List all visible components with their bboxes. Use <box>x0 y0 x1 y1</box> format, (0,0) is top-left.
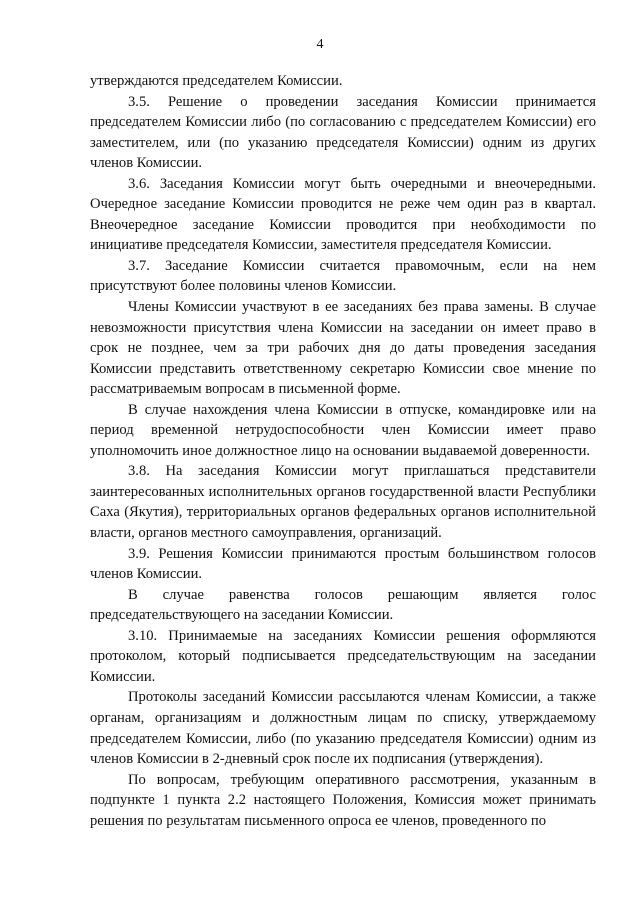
paragraph-protocol-distribution: Протоколы заседаний Комиссии рассылаются членам Комиссии, а также органам, организациям и должностным лицам по списку, утверждаемому председателем Комиссии, либо (по указанию председателя Комиссии) одним из членов Комиссии в 2-дневный срок после их подписания (утверждения). <box>90 689 596 768</box>
document-body <box>90 71 596 831</box>
paragraph-3-8: 3.8. На заседания Комиссии могут приглашаться представители заинтересованных исполнительных органов государственной власти Республики Саха (Якутия), территориальных органов федеральных органов исполнительной власти, органов местного самоуправления, организаций. <box>90 463 596 542</box>
paragraph-3-6: 3.6. Заседания Комиссии могут быть очередными и внеочередными. Очередное заседание Комиссии проводится не реже чем один раз в квартал. Внеочередное заседание Комиссии проводится при необходимости по инициативе председателя Комиссии, заместителя председателя Комиссии. <box>90 175 596 254</box>
paragraph-continuation: утверждаются председателем Комиссии. <box>90 73 343 89</box>
paragraph-written-poll: По вопросам, требующим оперативного рассмотрения, указанным в подпункте 1 пункта 2.2 настоящего Положения, Комиссия может принимать решения по результатам письменного опроса ее членов, проведенного по <box>90 771 596 829</box>
page-number: 4 <box>316 37 324 52</box>
paragraph-3-5: 3.5. Решение о проведении заседания Комиссии принимается председателем Комиссии либо (по согласованию с председателем Комиссии) его заместителем, или (по указанию председателя Комиссии) одним из других членов Комиссии. <box>90 93 596 172</box>
paragraph-3-7: 3.7. Заседание Комиссии считается правомочным, если на нем присутствуют более половины членов Комиссии. <box>90 257 596 295</box>
paragraph-delegation: В случае нахождения члена Комиссии в отпуске, командировке или на период временной нетрудоспособности член Комиссии имеет право уполномочить иное должностное лицо на основании выдаваемой доверенности. <box>90 401 596 459</box>
paragraph-3-10: 3.10. Принимаемые на заседаниях Комиссии решения оформляются протоколом, который подписывается председательствующим на заседании Комиссии. <box>90 627 596 685</box>
paragraph-members-participation: Члены Комиссии участвуют в ее заседаниях без права замены. В случае невозможности присутствия члена Комиссии на заседании он имеет право в срок не позднее, чем за три рабочих дня до даты проведения заседания Комиссии представить ответственному секретарю Комиссии свое мнение по рассматриваемым вопросам в письменной форме. <box>90 299 596 398</box>
paragraph-tie-vote: В случае равенства голосов решающим является голос председательствующего на заседании Комиссии. <box>90 586 596 624</box>
paragraph-3-9: 3.9. Решения Комиссии принимаются простым большинством голосов членов Комиссии. <box>90 545 596 583</box>
